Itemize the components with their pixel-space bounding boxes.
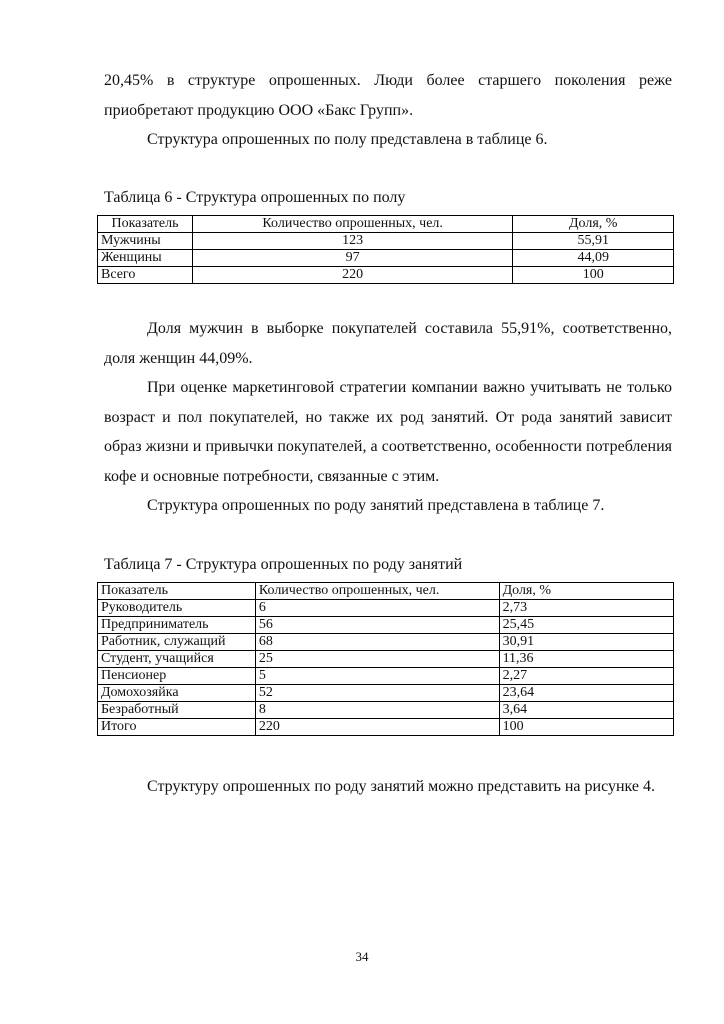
table-cell: 5 <box>255 668 499 685</box>
table-cell: 11,36 <box>499 651 673 668</box>
table-header-cell: Показатель <box>98 583 256 600</box>
table-cell: 2,73 <box>499 600 673 617</box>
table-cell: Руководитель <box>98 600 256 617</box>
table-cell: Пенсионер <box>98 668 256 685</box>
table-cell: Женщины <box>98 250 193 267</box>
table-cell: Итого <box>98 719 256 736</box>
table-cell: Всего <box>98 267 193 284</box>
table-row <box>98 702 674 719</box>
table-cell: Мужчины <box>98 233 193 250</box>
table-header-row <box>98 216 674 233</box>
page-number: 34 <box>355 949 369 964</box>
table-cell: Безработный <box>98 702 256 719</box>
table-header-cell: Доля, % <box>513 216 674 233</box>
table-cell: 3,64 <box>499 702 673 719</box>
table-cell: 100 <box>499 719 673 736</box>
table-cell: 25,45 <box>499 617 673 634</box>
table-row <box>98 233 674 250</box>
table-row <box>98 250 674 267</box>
paragraph-table7-intro: Структура опрошенных по роду занятий представлена в таблице 7. <box>147 497 605 514</box>
table-cell: 100 <box>513 267 674 284</box>
table-cell: 44,09 <box>513 250 674 267</box>
table-cell: 8 <box>255 702 499 719</box>
table-header-cell: Количество опрошенных, чел. <box>192 216 512 233</box>
table-row <box>98 600 674 617</box>
table-cell: Студент, учащийся <box>98 651 256 668</box>
paragraph-table6-intro: Структура опрошенных по полу представлена в таблице 6. <box>147 131 548 148</box>
table-cell: 97 <box>192 250 512 267</box>
table-cell: 220 <box>255 719 499 736</box>
table-row <box>98 685 674 702</box>
table-cell: 30,91 <box>499 634 673 651</box>
table-cell: 23,64 <box>499 685 673 702</box>
paragraph-gender-share: Доля мужчин в выборке покупателей составила 55,91%, соответственно, доля женщин 44,09%. <box>104 320 672 367</box>
table-row <box>98 668 674 685</box>
table-header-cell: Показатель <box>98 216 193 233</box>
table-cell: Работник, служащий <box>98 634 256 651</box>
table-cell: Предприниматель <box>98 617 256 634</box>
table-header-cell: Количество опрошенных, чел. <box>255 583 499 600</box>
table-cell: 52 <box>255 685 499 702</box>
table-cell: 68 <box>255 634 499 651</box>
table-cell: 220 <box>192 267 512 284</box>
table7 <box>97 582 674 736</box>
table-row <box>98 634 674 651</box>
table-header-row <box>98 583 674 600</box>
table-row <box>98 267 674 284</box>
table-cell: 123 <box>192 233 512 250</box>
table-header-cell: Доля, % <box>499 583 673 600</box>
table-row <box>98 617 674 634</box>
paragraph-marketing: При оценке маркетинговой стратегии компании важно учитывать не только возраст и пол покупателей, но также их род занятий. От рода занятий зависит образ жизни и привычки покупателей, а соответственно, особенности потребления кофе и основные потребности, связанные с этим. <box>104 379 672 485</box>
table-cell: 55,91 <box>513 233 674 250</box>
paragraph-continuation: 20,45% в структуре опрошенных. Люди более старшего поколения реже приобретают продукцию ООО «Бакс Групп». <box>104 72 672 119</box>
table-cell: 6 <box>255 600 499 617</box>
paragraph-figure-reference: Структуру опрошенных по роду занятий можно представить на рисунке 4. <box>147 778 656 795</box>
table7-caption: Таблица 7 - Структура опрошенных по роду занятий <box>104 556 463 573</box>
table-cell: 25 <box>255 651 499 668</box>
table6-caption: Таблица 6 - Структура опрошенных по полу <box>104 189 406 206</box>
table-cell: 2,27 <box>499 668 673 685</box>
table6 <box>97 215 674 284</box>
table-cell: 56 <box>255 617 499 634</box>
table-cell: Домохозяйка <box>98 685 256 702</box>
table-row <box>98 651 674 668</box>
table-row <box>98 719 674 736</box>
